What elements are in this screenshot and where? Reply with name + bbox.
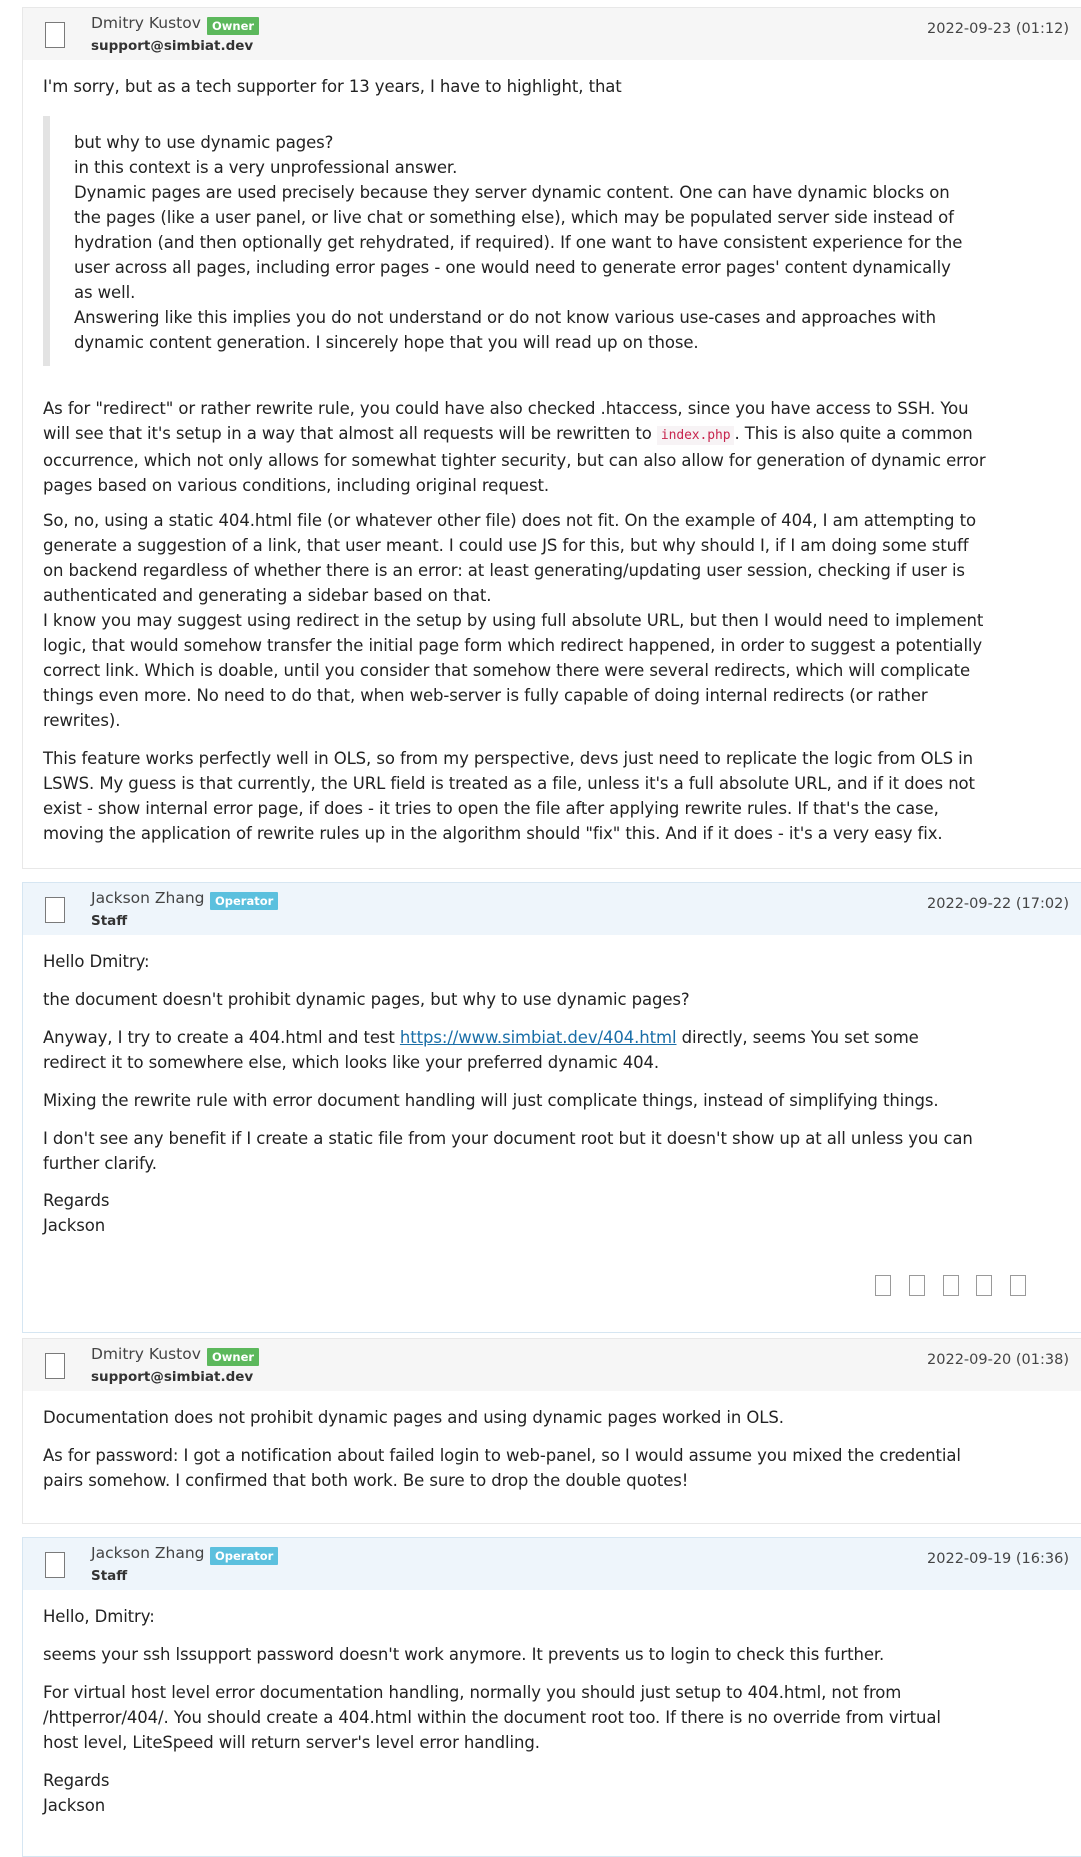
text-line: This feature works perfectly well in OLS, so from my perspective, devs just need to replicate the logic from OLS in xyxy=(43,749,973,768)
reply-post xyxy=(22,7,1081,869)
rating-stars xyxy=(875,1275,1045,1297)
inline-code: index.php xyxy=(657,426,735,445)
text-span: . This is also quite a common xyxy=(734,424,973,443)
text-line: rewrites). xyxy=(43,711,121,730)
author-role: Staff xyxy=(91,913,128,929)
author-name: Dmitry Kustov xyxy=(91,1345,201,1363)
text-line xyxy=(43,1025,1081,1050)
text-line: I don't see any benefit if I create a static file from your document root but it doesn't show up at all unless you can xyxy=(43,1129,973,1148)
paragraph xyxy=(43,746,1081,846)
paragraph xyxy=(43,508,1081,733)
quote-line: as well. xyxy=(74,283,136,302)
text-line: correct link. Which is doable, until you consider that somehow there were several redirects, which will complicate xyxy=(43,661,971,680)
text-line: further clarify. xyxy=(43,1154,157,1173)
text-line: As for password: I got a notification about failed login to web-panel, so I would assume you mixed the credential xyxy=(43,1446,961,1465)
star-icon[interactable] xyxy=(976,1275,992,1296)
post-header xyxy=(23,1339,1081,1391)
text-line: Regards xyxy=(43,1191,110,1210)
paragraph: I'm sorry, but as a tech supporter for 13 years, I have to highlight, that xyxy=(43,77,622,96)
quote-line: user across all pages, including error pages - one would need to generate error pages' content dynamically xyxy=(74,258,951,277)
text-line: /httperror/404/. You should create a 404.html within the document root too. If there is no override from virtual xyxy=(43,1708,941,1727)
quote-line: Dynamic pages are used precisely because they server dynamic content. One can have dynamic blocks on xyxy=(74,183,950,202)
text-line: redirect it to somewhere else, which looks like your preferred dynamic 404. xyxy=(43,1053,660,1072)
avatar xyxy=(45,897,65,923)
star-icon[interactable] xyxy=(1010,1275,1026,1296)
reply-post xyxy=(22,882,1081,1333)
post-header xyxy=(23,1538,1081,1590)
text-line: Jackson xyxy=(43,1796,106,1815)
text-line: moving the application of rewrite rules up in the algorithm should "fix" this. And if it does - it's a very easy fix. xyxy=(43,824,943,843)
quote-line: the pages (like a user panel, or live chat or something else), which may be populated server side instead of xyxy=(74,208,954,227)
text-line: Regards xyxy=(43,1771,110,1790)
paragraph xyxy=(43,396,1081,498)
text-line: logic, that would somehow transfer the initial page form which redirect happened, in order to suggest a potentially xyxy=(43,636,983,655)
avatar xyxy=(45,1353,65,1379)
text-line: Jackson xyxy=(43,1216,106,1235)
text-line: exist - show internal error page, if does - it tries to open the file after applying rewrite rules. If that's the case, xyxy=(43,799,939,818)
owner-badge: Owner xyxy=(207,1348,259,1366)
text-span: directly, seems You set some xyxy=(676,1028,919,1047)
text-line: So, no, using a static 404.html file (or whatever other file) does not fit. On the example of 404, I am attempting to xyxy=(43,511,976,530)
owner-badge: Owner xyxy=(207,17,259,35)
post-date: 2022-09-20 (01:38) xyxy=(927,1352,1069,1368)
author-name: Jackson Zhang xyxy=(91,889,205,907)
text-line: I know you may suggest using redirect in the setup by using full absolute URL, but then I would need to implement xyxy=(43,611,984,630)
author-name: Jackson Zhang xyxy=(91,1544,205,1562)
author-email: support@simbiat.dev xyxy=(91,1369,254,1385)
operator-badge: Operator xyxy=(210,892,278,910)
text-line: authenticated and generating a sidebar based on that. xyxy=(43,586,492,605)
post-header xyxy=(23,883,1081,935)
post-date: 2022-09-19 (16:36) xyxy=(927,1551,1069,1567)
paragraph xyxy=(43,1025,1081,1075)
text-line: things even more. No need to do that, when web-server is fully capable of doing internal redirects (or rather xyxy=(43,686,928,705)
text-line: occurrence, which not only allows for somewhat tighter security, but can also allow for generation of dynamic error xyxy=(43,451,986,470)
star-icon[interactable] xyxy=(909,1275,925,1296)
text-line: pages based on various conditions, including original request. xyxy=(43,476,549,495)
paragraph: Mixing the rewrite rule with error document handling will just complicate things, instead of simplifying things. xyxy=(43,1091,939,1110)
greeting: Hello, Dmitry: xyxy=(43,1607,155,1626)
text-line: host level, LiteSpeed will return server's level error handling. xyxy=(43,1733,540,1752)
reply-post xyxy=(22,1338,1081,1524)
paragraph: the document doesn't prohibit dynamic pages, but why to use dynamic pages? xyxy=(43,990,690,1009)
text-line: generate a suggestion of a link, that user meant. I could use JS for this, but why should I, if I am doing some stuff xyxy=(43,536,969,555)
signature xyxy=(43,1188,1081,1238)
author-name: Dmitry Kustov xyxy=(91,14,201,32)
signature xyxy=(43,1768,1081,1818)
operator-badge: Operator xyxy=(210,1547,278,1565)
quote-line: in this context is a very unprofessional answer. xyxy=(74,158,458,177)
blockquote xyxy=(43,116,1068,366)
quote-line: Answering like this implies you do not understand or do not know various use-cases and approaches with xyxy=(74,308,936,327)
text-line xyxy=(43,421,1081,448)
quote-line: but why to use dynamic pages? xyxy=(74,133,334,152)
paragraph: Documentation does not prohibit dynamic pages and using dynamic pages worked in OLS. xyxy=(43,1408,784,1427)
text-line: For virtual host level error documentation handling, normally you should just setup to 404.html, not from xyxy=(43,1683,902,1702)
post-date: 2022-09-23 (01:12) xyxy=(927,21,1069,37)
author-email: support@simbiat.dev xyxy=(91,38,254,54)
post-header xyxy=(23,8,1081,60)
greeting: Hello Dmitry: xyxy=(43,952,150,971)
avatar xyxy=(45,22,65,48)
paragraph xyxy=(43,1126,1081,1176)
text-line: LSWS. My guess is that currently, the URL field is treated as a file, unless it's a full absolute URL, and if it does not xyxy=(43,774,975,793)
quote-line: hydration (and then optionally get rehydrated, if required). If one want to have consistent experience for the xyxy=(74,233,963,252)
author-role: Staff xyxy=(91,1568,128,1584)
text-line: As for "redirect" or rather rewrite rule, you could have also checked .htaccess, since you have access to SSH. You xyxy=(43,399,969,418)
text-span: Anyway, I try to create a 404.html and test xyxy=(43,1028,400,1047)
star-icon[interactable] xyxy=(943,1275,959,1296)
star-icon[interactable] xyxy=(875,1275,891,1296)
post-date: 2022-09-22 (17:02) xyxy=(927,896,1069,912)
quote-line: dynamic content generation. I sincerely hope that you will read up on those. xyxy=(74,333,699,352)
text-span: will see that it's setup in a way that almost all requests will be rewritten to xyxy=(43,424,657,443)
text-line: on backend regardless of whether there is an error: at least generating/updating user session, checking if user is xyxy=(43,561,965,580)
paragraph: seems your ssh lssupport password doesn't work anymore. It prevents us to login to check this further. xyxy=(43,1645,885,1664)
paragraph xyxy=(43,1443,1081,1493)
avatar xyxy=(45,1552,65,1578)
text-line: pairs somehow. I confirmed that both work. Be sure to drop the double quotes! xyxy=(43,1471,689,1490)
paragraph xyxy=(43,1680,1081,1755)
reply-post xyxy=(22,1537,1081,1857)
url-link[interactable]: https://www.simbiat.dev/404.html xyxy=(399,1028,677,1047)
